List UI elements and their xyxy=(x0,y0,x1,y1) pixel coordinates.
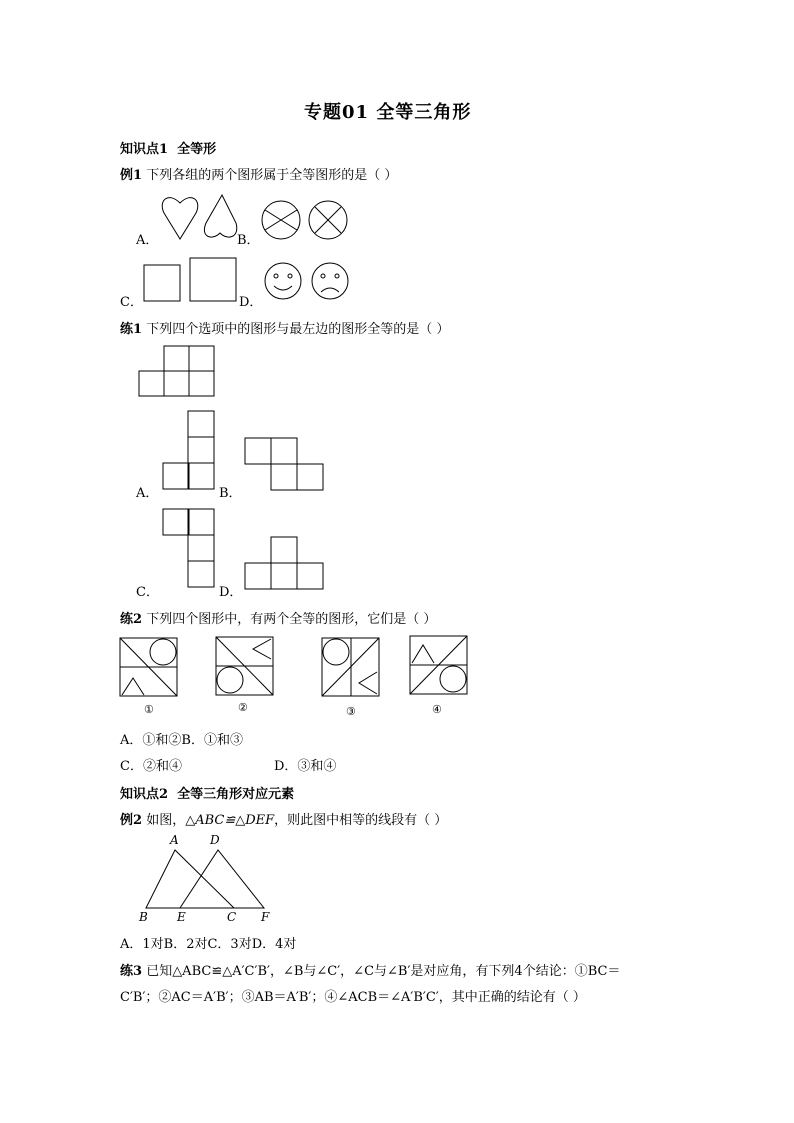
pr2-answer-d: D．③和④ xyxy=(274,759,337,774)
question-prefix: 例1 xyxy=(120,168,143,183)
practice-3-question-line1 xyxy=(120,960,620,979)
section-heading-1 xyxy=(120,138,216,157)
section-label: 知识点1 xyxy=(120,142,169,157)
pr1-figure-d xyxy=(244,536,326,592)
question-prefix: 练3 xyxy=(120,964,143,979)
point-label-d: D xyxy=(210,833,220,847)
ex1-faces-figure xyxy=(264,262,354,304)
pr1-reference-figure xyxy=(138,345,218,401)
pr2-figure-4 xyxy=(409,635,469,697)
practice-3-question-line2: C′B′；②AC＝A′B′；③AB＝A′B′；④∠ACB＝∠A′B′C′，其中正确的结论有（ ） xyxy=(120,990,586,1005)
pr1-option-d: D． xyxy=(219,585,243,600)
heart-shape-2 xyxy=(204,195,236,237)
ex1-option-d: D． xyxy=(239,295,263,310)
pr2-figure-1 xyxy=(119,637,179,699)
question-prefix: 练1 xyxy=(120,322,143,337)
point-label-f: F xyxy=(261,910,270,924)
point-label-e: E xyxy=(177,910,186,924)
pr2-figure-label-2: ② xyxy=(238,701,248,714)
section-heading-2 xyxy=(120,783,294,802)
heart-shape-1 xyxy=(162,198,198,239)
triangle-def xyxy=(180,850,264,908)
pr1-figure-a xyxy=(162,410,218,492)
pr1-figure-b xyxy=(244,437,326,493)
ex1-hearts-figure xyxy=(160,193,240,241)
point-label-a: A xyxy=(170,833,179,847)
smiley-face xyxy=(265,263,301,299)
question-text-post: ，则此图中相等的线段有（ ） xyxy=(274,813,448,828)
triangle-abc xyxy=(146,850,234,908)
pr2-figure-2 xyxy=(215,636,275,698)
ex1-option-c: C． xyxy=(120,295,143,310)
ex2-triangles-figure xyxy=(142,846,272,910)
ex2-answers: A．1对B．2对C．3对D．4对 xyxy=(120,937,297,952)
example-2-question xyxy=(120,809,447,828)
practice-1-question xyxy=(120,318,449,337)
question-text-line1: 已知△ABC≌△A′C′B′，∠B与∠C′，∠C与∠B′是对应角，有下列4个结论：①BC＝ xyxy=(146,964,621,979)
pr1-option-c: C． xyxy=(136,585,159,600)
example-1-question xyxy=(120,164,397,183)
question-prefix: 例2 xyxy=(120,813,143,828)
square-large xyxy=(190,258,236,301)
practice-2-question xyxy=(120,608,436,627)
section-name: 全等三角形对应元素 xyxy=(177,787,295,802)
question-text-pre: 如图， xyxy=(146,813,186,828)
pr1-option-b: B． xyxy=(219,486,242,501)
pr2-figure-label-4: ④ xyxy=(432,703,442,716)
square-small xyxy=(144,265,180,301)
ex1-circles-figure xyxy=(262,200,352,242)
pr2-answers-line1: A．①和②B．①和③ xyxy=(120,733,243,748)
section-label: 知识点2 xyxy=(120,787,169,802)
pr1-option-a: A． xyxy=(136,486,159,501)
ex1-option-b: B． xyxy=(237,233,260,248)
question-text: 下列四个图形中，有两个全等的图形，它们是（ ） xyxy=(146,612,437,627)
pr2-figure-label-1: ① xyxy=(144,703,154,716)
congruence-statement: △ABC≌△DEF xyxy=(185,813,275,828)
pr2-figure-label-3: ③ xyxy=(346,705,356,718)
point-label-c: C xyxy=(227,910,237,924)
question-text: 下列各组的两个图形属于全等图形的是（ ） xyxy=(146,168,398,183)
section-name: 全等形 xyxy=(177,142,217,157)
question-text: 下列四个选项中的图形与最左边的图形全等的是（ ） xyxy=(146,322,450,337)
pr1-figure-c xyxy=(162,508,218,592)
frowning-face xyxy=(312,263,348,299)
pr2-answer-c: C．②和④ xyxy=(120,759,182,774)
pr2-figure-3 xyxy=(321,637,381,699)
page-title: 专题01 全等三角形 xyxy=(304,102,472,123)
ex1-option-a: A． xyxy=(136,233,159,248)
question-prefix: 练2 xyxy=(120,612,143,627)
ex1-squares-figure xyxy=(143,257,239,303)
point-label-b: B xyxy=(139,910,148,924)
